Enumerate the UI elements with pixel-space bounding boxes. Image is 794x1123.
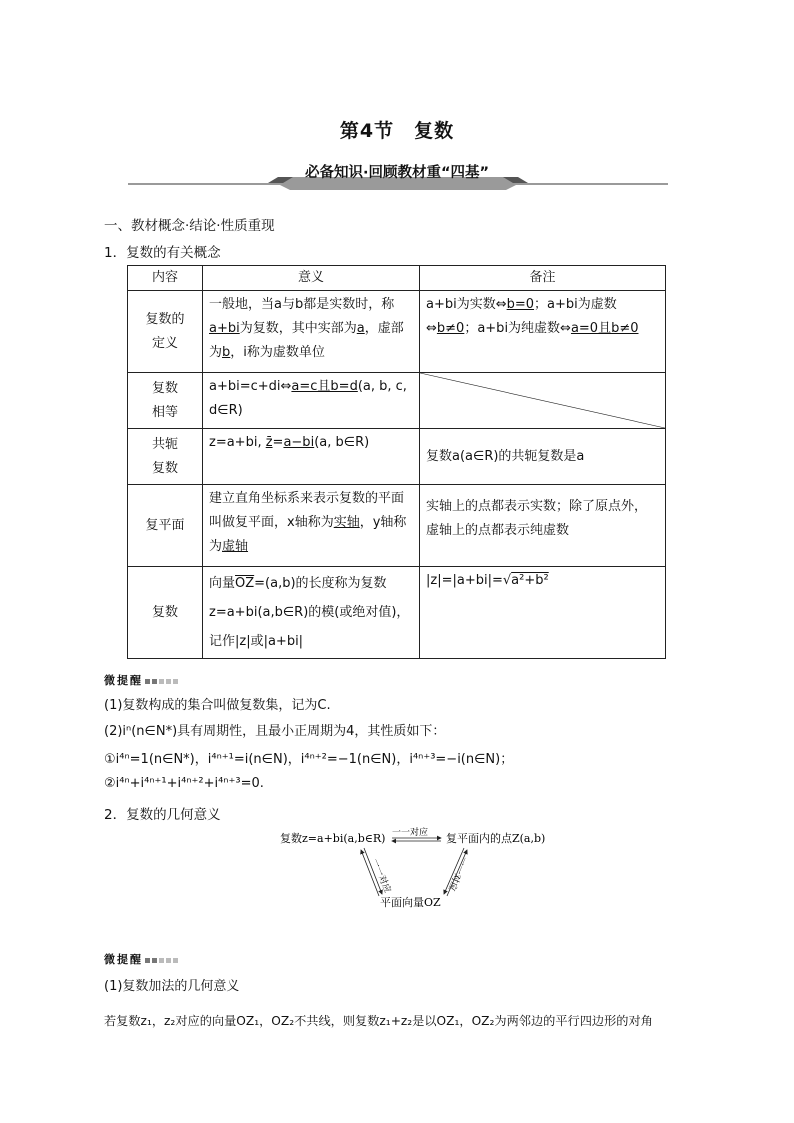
table-row [128,373,666,429]
table-header-row [128,266,666,291]
row-note [420,567,666,659]
row-meaning [203,291,420,373]
text: a+bi为实数⇔ [426,297,507,312]
diagonal-line [420,373,665,428]
row-name: 复平面 [128,485,203,567]
underlined-answer: a=c且b=d [291,379,358,394]
table-row [128,567,666,659]
diagram-bottom-node: 平面向量OZ [380,896,441,909]
text: ，y轴称为 [209,515,407,554]
underlined-answer: b [222,345,231,360]
tip-label-text: 微提醒 [104,674,143,687]
table-row [128,485,666,567]
square-icon [145,679,150,684]
underlined-answer: b=0 [506,297,535,312]
diagram-edge-label: 一一对应 [392,828,429,838]
underlined-answer: a+bi [209,321,240,336]
row-meaning [203,567,420,659]
underlined-answer: z̄ [265,435,273,450]
text: 一般地，当a与b都是实数时，称 [209,297,395,312]
text: (a, b∈R) [314,435,370,450]
tip-line: ②i⁴ⁿ+i⁴ⁿ⁺¹+i⁴ⁿ⁺²+i⁴ⁿ⁺³=0. [104,776,264,791]
row-note: 实轴上的点都表示实数；除了原点外，虚轴上的点都表示纯虚数 [420,485,666,567]
text: 建立直角坐标系来表示复数的平面叫做复平面，x轴称为 [209,491,405,530]
table-header: 意义 [203,266,420,291]
row-name-line: 定义 [151,335,178,351]
square-icon [166,958,171,963]
table-row [128,429,666,485]
row-name-line: 复数 [151,460,178,476]
table-header: 内容 [128,266,203,291]
tip-line: (1)复数加法的几何意义 [104,979,240,994]
banner-title: 必备知识·回顾教材重“四基” [304,165,490,181]
square-icon [152,679,157,684]
row-meaning [203,373,420,429]
row-name-line: 复数的 [145,311,185,327]
underlined-answer: a=0且b≠0 [570,321,639,336]
table-header: 备注 [420,266,666,291]
underlined-answer: a [356,321,365,336]
item-heading-1: 1．复数的有关概念 [104,245,221,261]
row-meaning [203,429,420,485]
square-icon [159,958,164,963]
text: ；a+bi为纯虚数⇔ [464,321,571,336]
text: = [272,435,284,450]
square-icon [152,958,157,963]
tip-label [104,672,178,688]
tip-line: ①i⁴ⁿ=1(n∈N*)，i⁴ⁿ⁺¹=i(n∈N)，i⁴ⁿ⁺²=−1(n∈N)，i⁴ⁿ⁺³=−i(n∈N)； [104,752,514,767]
tip-line: (1)复数构成的集合叫做复数集，记为C. [104,698,331,713]
square-icon [166,679,171,684]
section-heading: 一、教材概念·结论·性质重现 [104,218,275,234]
text: |z|=|a+bi|= [426,573,503,588]
vector-oz: $\overline{OZ}$ [235,576,255,591]
underlined-answer: a−bi [283,435,315,450]
diagram-right-node: 复平面内的点Z(a,b) [446,832,546,845]
tip-line: 若复数z₁，z₂对应的向量OZ₁，OZ₂不共线，则复数z₁+z₂是以OZ₁，OZ₂为两邻边的平行四边形的对角 [104,1014,653,1028]
text: a+bi=c+di⇔ [209,379,292,394]
text: 为复数，其中实部为 [239,321,357,336]
row-name-line: 复数 [151,380,178,396]
sqrt-icon: √ [502,573,512,588]
empty-diagonal-cell [420,373,666,429]
diagram-edge-label: 一一对应 [369,857,392,895]
text: ；a+bi为虚数⇔ [426,297,617,336]
square-icon [173,958,178,963]
row-name-line: 相等 [151,404,178,420]
page-title: 第4节 复数 [339,120,455,142]
underlined-answer: b≠0 [436,321,465,336]
concept-table [127,265,666,659]
text: 向量 [209,576,236,591]
underlined-answer: 实轴 [333,515,360,530]
row-meaning [203,485,420,567]
square-icon [173,679,178,684]
text: z=a+bi, [209,435,266,450]
row-note: 复数a(a∈R)的共轭复数是a [420,429,666,485]
geometric-meaning-diagram [276,826,546,916]
diagram-edge-label: 一一对应 [445,854,469,893]
tip-label-text: 微提醒 [104,953,143,966]
tip-line: (2)iⁿ(n∈N*)具有周期性，且最小正周期为4，其性质如下： [104,724,446,739]
text: ，i称为虚数单位 [230,345,325,360]
sqrt-radicand: a²+b² [511,573,549,588]
text: (a, b, c, d∈R) [209,379,407,418]
underlined-answer: 虚轴 [222,539,249,554]
row-name-line: 共轭 [151,436,178,452]
text: ，虚部为 [209,321,404,360]
square-icon [159,679,164,684]
diagram-left-node: 复数z=a+bi(a,b∈R) [280,832,386,845]
row-name [128,429,203,485]
square-icon [145,958,150,963]
row-note [420,291,666,373]
item-heading-2: 2．复数的几何意义 [104,807,221,823]
row-name: 复数 [128,567,203,659]
table-row [128,291,666,373]
row-name [128,373,203,429]
row-name [128,291,203,373]
tip-label [104,951,178,967]
text: =(a,b)的长度称为复数z=a+bi(a,b∈R)的模(或绝对值)，记作|z|或|a+bi| [209,576,410,649]
